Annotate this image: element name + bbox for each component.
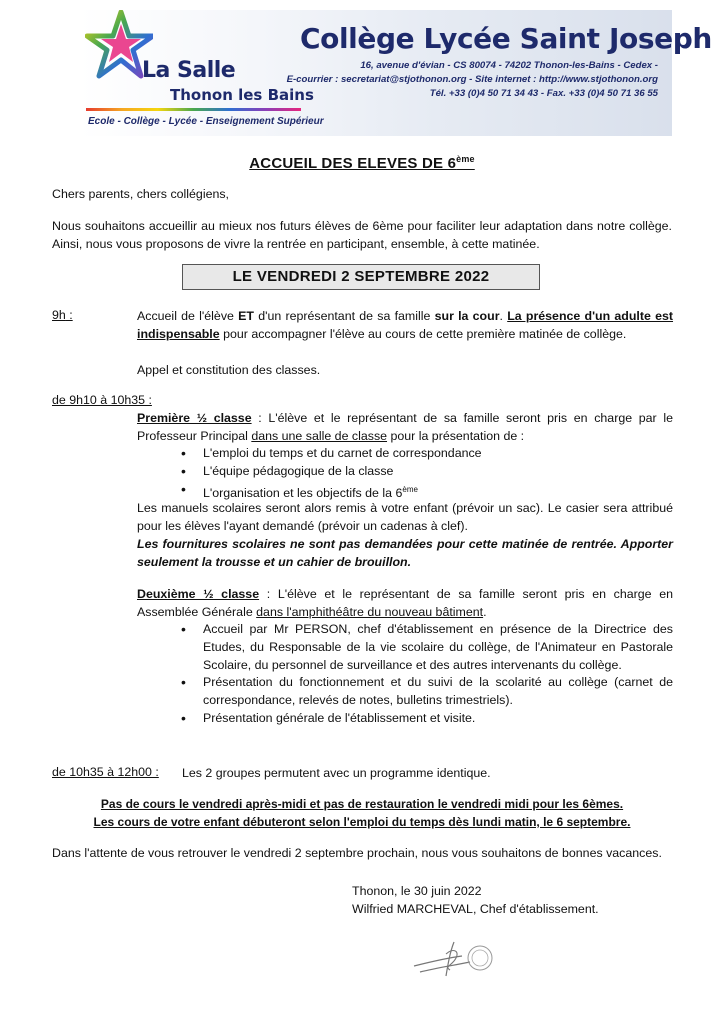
slot3-text: Les 2 groupes permutent avec un programme identique. xyxy=(182,766,491,780)
school-phone: Tél. +33 (0)4 50 71 34 43 - Fax. +33 (0)4 50 71 36 55 xyxy=(429,88,658,99)
second-half-text: Deuxième ½ classe : L'élève et le représentant de sa famille seront pris en charge en Assemblée Générale dans l'amphithéâtre du nouveau bâtiment. xyxy=(137,587,673,619)
list-item: • L'emploi du temps et du carnet de correspondance xyxy=(137,445,673,463)
page-title: ACCUEIL DES ELEVES DE 6ème xyxy=(249,154,475,172)
notice-line-2: Les cours de votre enfant débuteront selon l'emploi du temps dès lundi matin, le 6 septembre. xyxy=(93,815,631,829)
brand-city: Thonon les Bains xyxy=(170,86,314,104)
school-address: 16, avenue d'évian - CS 80074 - 74202 Thonon-les-Bains - Cedex - xyxy=(360,60,658,71)
school-name: Collège Lycée Saint Joseph xyxy=(300,22,712,55)
greeting: Chers parents, chers collégiens, xyxy=(52,187,229,201)
notice-line-1: Pas de cours le vendredi après-midi et pas de restauration le vendredi midi pour les 6èmes. xyxy=(100,797,624,811)
slot1-roll-call: Appel et constitution des classes. xyxy=(137,363,321,377)
first-half-bullets xyxy=(137,445,673,503)
intro-paragraph: Nous souhaitons accueillir au mieux nos futurs élèves de 6ème pour faciliter leur adaptation dans notre collège. Ainsi, nous vous proposons de vivre la rentrée en participant, ensemble, à cette matinée. xyxy=(52,219,672,251)
list-item: • L'équipe pédagogique de la classe xyxy=(137,463,673,481)
handwritten-signature xyxy=(410,936,500,982)
slot1-text: Accueil de l'élève ET d'un représentant de sa famille sur la cour. La présence d'un adulte est indispensable pour accompagner l'élève au cours de cette première matinée de collège. xyxy=(137,309,674,341)
supplies-note: Les fournitures scolaires ne sont pas demandées pour cette matinée de rentrée. Apporter seulement la trousse et un cahier de brouillon. xyxy=(137,537,673,569)
first-half-text: Première ½ classe : L'élève et le représentant de sa famille seront pris en charge par le Professeur Principal dans une salle de classe pour la présentation de : xyxy=(137,411,673,443)
brand-name: La Salle xyxy=(142,58,236,83)
manuals-paragraph: Les manuels scolaires seront alors remis à votre enfant (prévoir un sac). Le casier sera attribué pour les élèves l'ayant demandé (prévoir un cadenas à clef). xyxy=(137,501,673,533)
date-banner: LE VENDREDI 2 SEPTEMBRE 2022 xyxy=(182,264,540,290)
rainbow-band xyxy=(86,108,301,111)
place-date: Thonon, le 30 juin 2022 xyxy=(352,884,482,898)
school-email-web: E-courrier : secretariat@stjothonon.org - Site internet : http://www.stjothonon.org xyxy=(286,74,658,85)
list-item: • L'organisation et les objectifs de la 6ème xyxy=(137,481,673,503)
closing-paragraph: Dans l'attente de vous retrouver le vendredi 2 septembre prochain, nous vous souhaitons de bonnes vacances. xyxy=(52,846,662,860)
slot2-time: de 9h10 à 10h35 : xyxy=(52,393,152,407)
list-item: • Présentation du fonctionnement et du suivi de la scolarité au collège (carnet de correspondance, relevés de notes, bulletins trimestriels). xyxy=(137,674,673,710)
list-item: • Présentation générale de l'établissement et visite. xyxy=(137,710,673,728)
signatory-name: Wilfried MARCHEVAL, Chef d'établissement. xyxy=(352,902,599,916)
list-item: • Accueil par Mr PERSON, chef d'établissement en présence de la Directrice des Etudes, du Responsable de la vie scolaire du collège, de l'Animateur en Pastorale Scolaire, du personnel de surveillance et des autres intervenants du collège. xyxy=(137,621,673,674)
slot3-time: de 10h35 à 12h00 : xyxy=(52,765,159,779)
second-half-bullets xyxy=(137,621,673,728)
brand-tagline: Ecole - Collège - Lycée - Enseignement Supérieur xyxy=(88,116,324,127)
slot1-time: 9h : xyxy=(52,308,73,322)
